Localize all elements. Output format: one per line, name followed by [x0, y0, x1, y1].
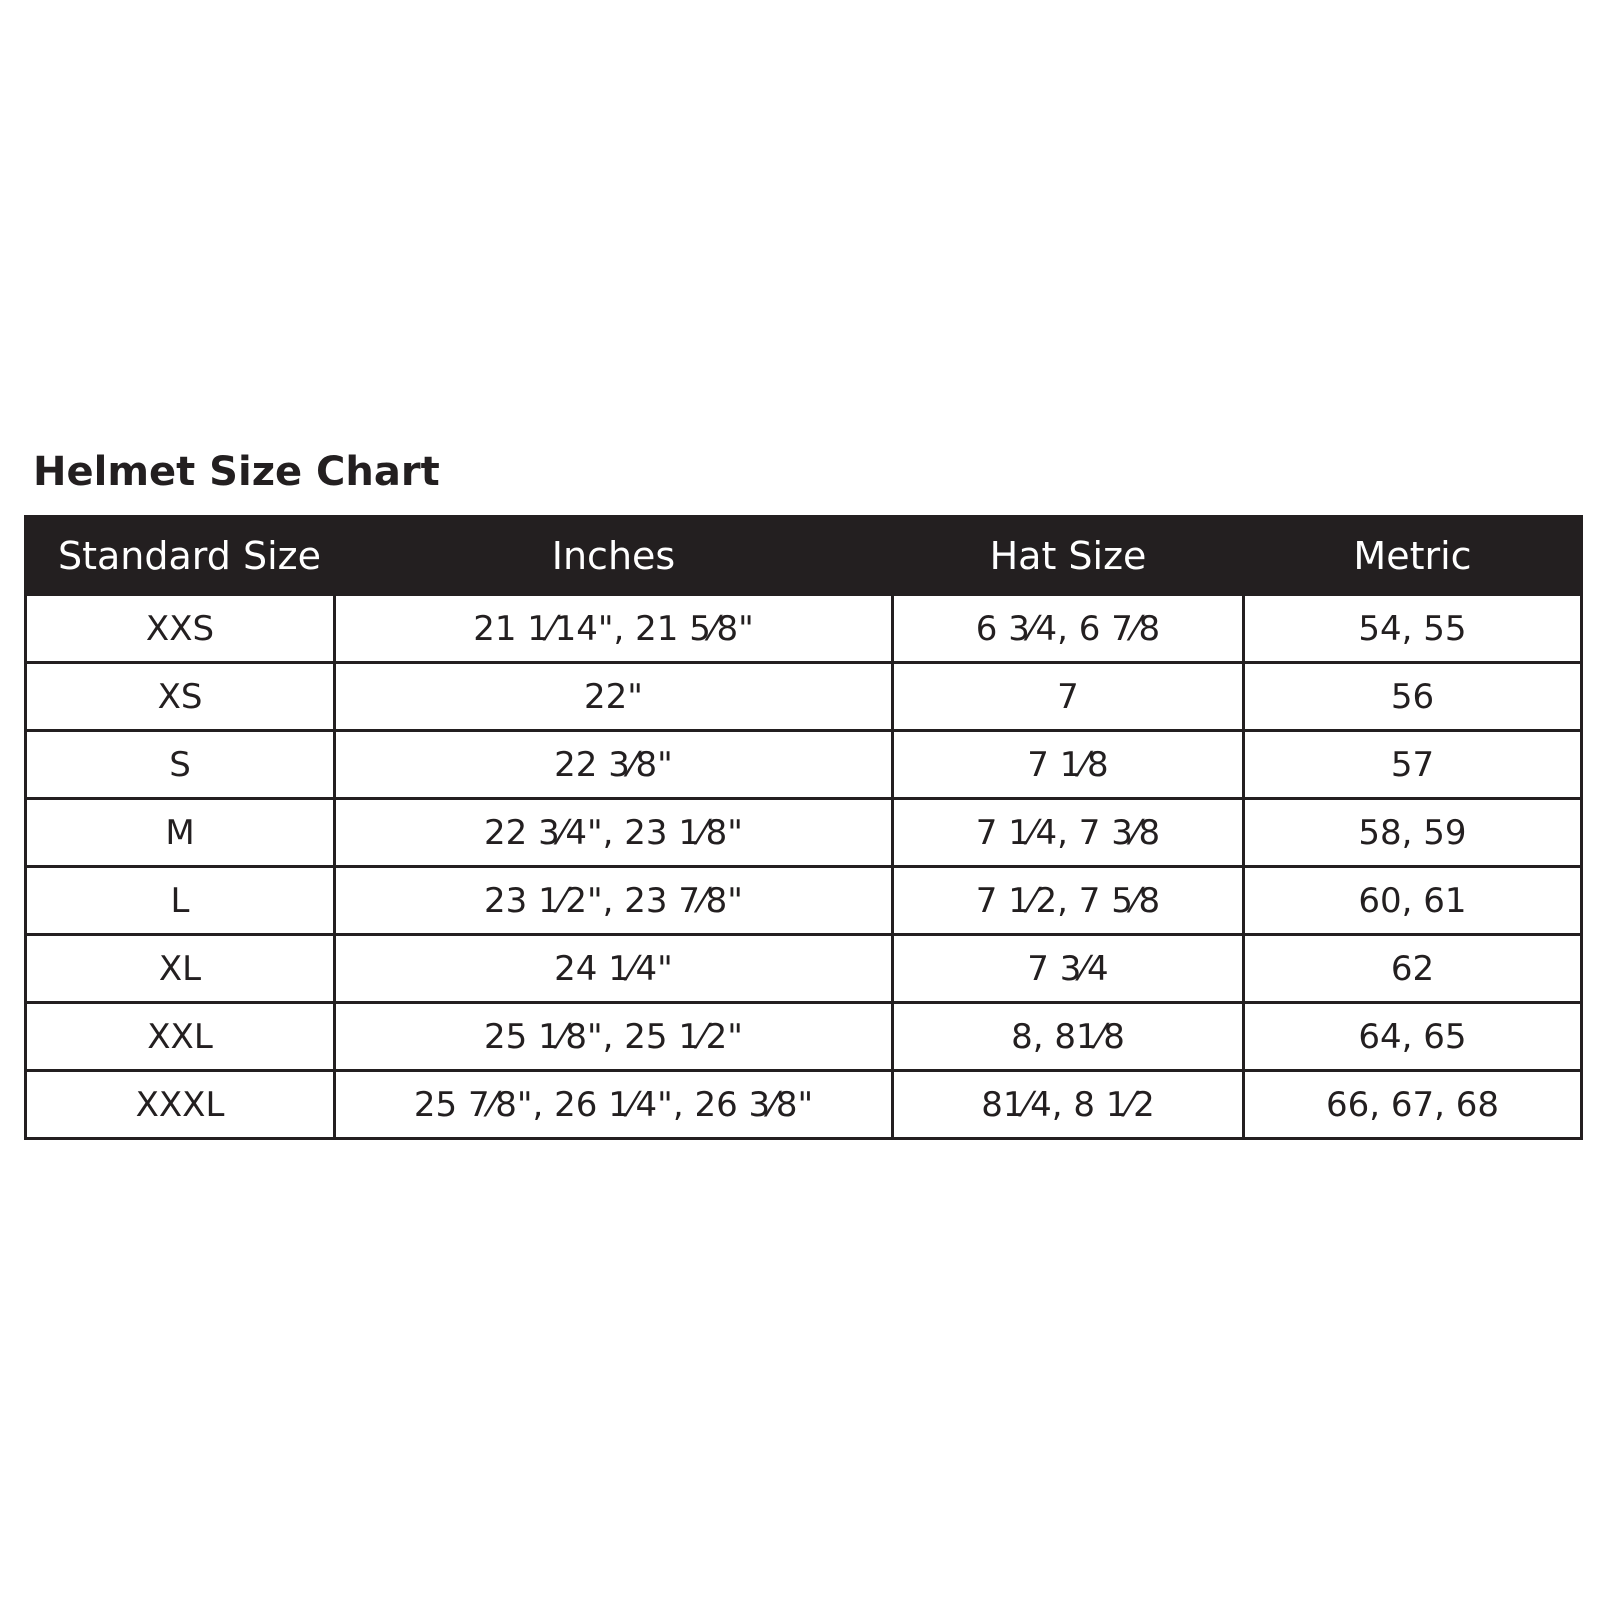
header-hat-size: Hat Size [893, 517, 1244, 595]
header-row [26, 517, 1582, 595]
header-inches: Inches [335, 517, 893, 595]
helmet-size-table [24, 515, 1583, 1140]
table-row [26, 867, 1582, 935]
cell-metric: 54, 55 [1244, 595, 1582, 663]
cell-metric: 60, 61 [1244, 867, 1582, 935]
cell-standard-size: XXXL [26, 1071, 335, 1139]
table-row [26, 935, 1582, 1003]
cell-hat-size: 7 [893, 663, 1244, 731]
cell-metric: 57 [1244, 731, 1582, 799]
cell-metric: 58, 59 [1244, 799, 1582, 867]
table-row [26, 595, 1582, 663]
cell-standard-size: M [26, 799, 335, 867]
table-body [26, 595, 1582, 1139]
cell-hat-size: 81⁄4, 8 1⁄2 [893, 1071, 1244, 1139]
table-row [26, 731, 1582, 799]
cell-hat-size: 7 1⁄8 [893, 731, 1244, 799]
cell-standard-size: XXL [26, 1003, 335, 1071]
cell-inches: 24 1⁄4" [335, 935, 893, 1003]
cell-standard-size: XS [26, 663, 335, 731]
cell-standard-size: XL [26, 935, 335, 1003]
cell-inches: 23 1⁄2", 23 7⁄8" [335, 867, 893, 935]
cell-inches: 21 1⁄14", 21 5⁄8" [335, 595, 893, 663]
table-row [26, 1071, 1582, 1139]
cell-metric: 62 [1244, 935, 1582, 1003]
cell-hat-size: 7 1⁄2, 7 5⁄8 [893, 867, 1244, 935]
cell-inches: 25 1⁄8", 25 1⁄2" [335, 1003, 893, 1071]
cell-hat-size: 7 3⁄4 [893, 935, 1244, 1003]
page-title: Helmet Size Chart [33, 449, 440, 495]
cell-standard-size: S [26, 731, 335, 799]
cell-inches: 22 3⁄8" [335, 731, 893, 799]
cell-metric: 56 [1244, 663, 1582, 731]
cell-hat-size: 6 3⁄4, 6 7⁄8 [893, 595, 1244, 663]
table-header [26, 517, 1582, 595]
header-metric: Metric [1244, 517, 1582, 595]
cell-metric: 66, 67, 68 [1244, 1071, 1582, 1139]
cell-metric: 64, 65 [1244, 1003, 1582, 1071]
table-row [26, 1003, 1582, 1071]
cell-inches: 22" [335, 663, 893, 731]
header-standard-size: Standard Size [26, 517, 335, 595]
cell-standard-size: L [26, 867, 335, 935]
table-row [26, 799, 1582, 867]
cell-inches: 22 3⁄4", 23 1⁄8" [335, 799, 893, 867]
cell-inches: 25 7⁄8", 26 1⁄4", 26 3⁄8" [335, 1071, 893, 1139]
cell-hat-size: 8, 81⁄8 [893, 1003, 1244, 1071]
cell-standard-size: XXS [26, 595, 335, 663]
table-row [26, 663, 1582, 731]
cell-hat-size: 7 1⁄4, 7 3⁄8 [893, 799, 1244, 867]
